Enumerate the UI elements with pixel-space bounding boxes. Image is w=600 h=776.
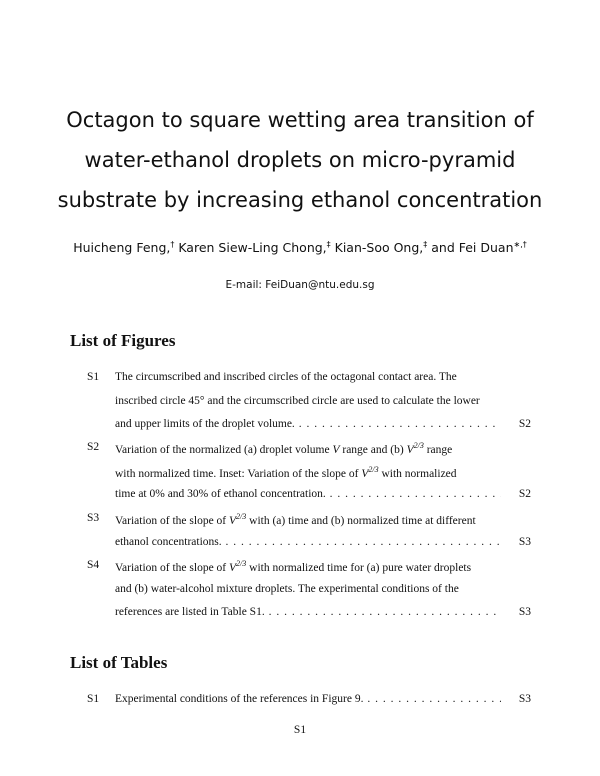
entry-number: S4 xyxy=(87,559,100,571)
math-base: V xyxy=(229,515,237,527)
math-symbol xyxy=(361,465,379,480)
author-name: Huicheng Feng, xyxy=(73,240,171,255)
entry-text xyxy=(115,488,501,500)
math-exponent: 2/3 xyxy=(236,512,247,521)
entry-text: and (b) water-alcohol mixture droplets. The experimental conditions of the xyxy=(115,583,459,595)
page-reference: S2 xyxy=(518,418,531,430)
affiliation-mark: ∗,† xyxy=(513,240,527,249)
entry-number: S1 xyxy=(87,693,100,705)
entry-text xyxy=(115,418,501,430)
entry-number: S3 xyxy=(87,512,100,524)
text-run: Variation of the normalized (a) droplet volume xyxy=(115,444,333,456)
text-run: with (a) time and (b) normalized time at different xyxy=(246,515,476,527)
author-name: Karen Siew-Ling Chong, xyxy=(174,240,327,255)
entry-text-last: and upper limits of the droplet volume. xyxy=(115,418,295,430)
list-of-tables-heading: List of Tables xyxy=(70,653,168,672)
math-symbol: V xyxy=(332,444,340,456)
math-exponent: 2/3 xyxy=(413,441,424,450)
entry-text xyxy=(115,441,501,456)
text-run: Variation of the slope of xyxy=(115,515,230,527)
math-exponent: 2/3 xyxy=(236,559,247,568)
entry-text-last: ethanol concentrations. xyxy=(115,536,222,548)
list-of-figures-heading: List of Figures xyxy=(70,331,176,350)
entry-text-last: time at 0% and 30% of ethanol concentration. xyxy=(115,488,326,500)
text-run: with normalized time. Inset: Variation of the slope of xyxy=(115,468,362,480)
math-symbol xyxy=(229,512,247,527)
text-run: range xyxy=(423,444,453,456)
text-run: with normalized time for (a) pure water droplets xyxy=(246,562,472,574)
title-line-1: Octagon to square wetting area transition of xyxy=(66,108,534,132)
text-run: range and (b) xyxy=(339,444,407,456)
entry-text-last: Experimental conditions of the references in Figure 9. xyxy=(115,693,364,705)
text-run: with normalized xyxy=(378,468,457,480)
page-reference: S3 xyxy=(518,606,531,618)
math-exponent: 2/3 xyxy=(368,465,379,474)
author-list xyxy=(20,240,580,255)
math-base: V xyxy=(406,444,414,456)
entry-number: S1 xyxy=(87,371,100,383)
entry-text xyxy=(115,536,501,548)
math-base: V xyxy=(361,468,369,480)
entry-text xyxy=(115,606,501,618)
affiliation-mark: ‡ xyxy=(326,240,331,249)
author-name: and Fei Duan xyxy=(427,240,514,255)
author-name: Kian-Soo Ong, xyxy=(330,240,424,255)
page-reference: S3 xyxy=(518,536,531,548)
entry-text xyxy=(115,559,501,574)
entry-text: inscribed circle 45° and the circumscribed circle are used to calculate the lower xyxy=(115,395,480,407)
math-base: V xyxy=(229,562,237,574)
entry-text-last: references are listed in Table S1. xyxy=(115,606,265,618)
entry-text xyxy=(115,465,501,480)
page-reference: S3 xyxy=(518,693,531,705)
title-line-3: substrate by increasing ethanol concentration xyxy=(57,188,543,212)
math-symbol xyxy=(406,441,424,456)
text-run: Variation of the slope of xyxy=(115,562,230,574)
entry-text xyxy=(115,512,501,527)
math-symbol xyxy=(229,559,247,574)
entry-text: The circumscribed and inscribed circles of the octagonal contact area. The xyxy=(115,371,457,383)
contact-email[interactable]: E-mail: FeiDuan@ntu.edu.sg xyxy=(225,279,375,291)
affiliation-mark: ‡ xyxy=(423,240,428,249)
page-number: S1 xyxy=(293,724,307,736)
entry-text xyxy=(115,693,501,705)
page-reference: S2 xyxy=(518,488,531,500)
affiliation-mark: † xyxy=(170,240,175,249)
title-line-2: water-ethanol droplets on micro-pyramid xyxy=(84,148,516,172)
entry-number: S2 xyxy=(87,441,100,453)
